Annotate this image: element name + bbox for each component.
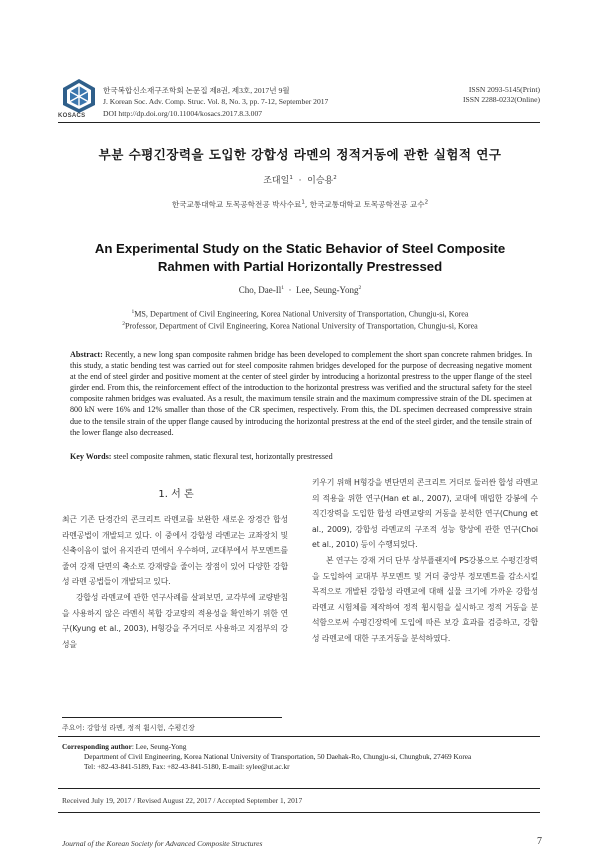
affiliation-en-1: $^1$MS, Department of Civil Engineering, Korea National University of Transportation, Chungju-si, Korea	[131, 309, 469, 319]
kosacs-logo-icon	[60, 78, 98, 114]
footnote-divider	[62, 717, 282, 718]
abstract-label: Abstract:	[70, 350, 103, 359]
right-column	[312, 475, 538, 647]
corresponding-contact: Tel: +82-43-841-5189, Fax: +82-43-841-5180, E-mail: sylee@ut.ac.kr	[84, 761, 290, 771]
intro-paragraph-1: 최근 기존 단경간의 콘크리트 라멘교를 보완한 새로운 장경간 합성 라멘공법이 개발되고 있다. 이 중에서 강합성 라멘교는 교좌장치 및 신축이음이 없어 유지관리 면에서 우수하며, 교대부에서 부모멘트를 줄여 강재 단면의 축소로 강재량을 줄이는 장점이 있어 다양한 강합성 라멘 공법들이 개발되고 있다.	[62, 515, 288, 587]
korean-keywords: 주요어: 강합성 라멘, 정적 휨시험, 수평긴장	[62, 724, 195, 732]
author1-en: Cho, Dae-Il	[238, 285, 282, 295]
intro-paragraph-2: 강합성 라멘교에 관한 연구사례를 살펴보면, 교각부에 교량받침을 사용하지 않은 라멘식 복합 강교량의 적용성을 확인하기 위한 연구(Kyung et al., 2003), H형강을 주거더로 사용하고 지점부의 강성을	[62, 592, 288, 649]
footer-journal: Journal of the Korean Society for Advanced Composite Structures	[62, 839, 263, 848]
journal-ko: 한국복합신소재구조학회 논문집 제8권, 제3호, 2017년 9월	[103, 86, 290, 95]
received-dates: Received July 19, 2017 / Revised August 22, 2017 / Accepted September 1, 2017	[62, 796, 303, 805]
authors-en: Cho, Dae-Il$^1$ · Lee, Seung-Yong$^2$	[238, 285, 362, 295]
author-separator: ·	[298, 176, 302, 186]
journal-en: J. Korean Soc. Adv. Comp. Struc. Vol. 8, No. 3, pp. 7-12, September 2017	[103, 97, 329, 106]
doi-link[interactable]: DOI http://dp.doi.org/10.11004/kosacs.2017.8.3.007	[103, 109, 263, 118]
keywords	[70, 452, 333, 461]
left-column	[62, 512, 288, 652]
corresponding-name: : Lee, Seung-Yong	[131, 742, 187, 751]
logo-text: KOSACS	[58, 113, 86, 119]
keywords-text: steel composite rahmen, static flexural test, horizontally prestressed	[113, 452, 333, 461]
corresponding-label: Corresponding author	[62, 742, 132, 751]
affiliation-en-2: $^2$Professor, Department of Civil Engineering, Korea National University of Transportation, Chungju-si, Korea	[122, 321, 478, 331]
intro-paragraph-4: 본 연구는 강재 거더 단부 상부플랜지에 PS강봉으로 수평긴장력을 도입하여 교대부 부모멘트 및 거더 중앙부 정모멘트를 감소시킬 목적으로 개발된 강합성 라멘교에 대해 실물 크기에 가까운 강합성 라멘교 시험체를 제작하여 정적 휨시험을 실시하고 정적 거동을 분석함으로써 수평긴장력에 도입에 따른 보강 효과를 검증하고, 강합성 라멘교에 대한 구조거동을 분석하였다.	[312, 555, 538, 643]
title-en-line2: Rahmen with Partial Horizontally Prestressed	[157, 259, 443, 274]
corresponding-divider	[58, 736, 540, 737]
title-en-line1: An Experimental Study on the Static Behavior of Steel Composite	[94, 241, 506, 256]
keywords-label: Key Words:	[70, 452, 112, 461]
affiliations-ko: 한국교통대학교 토목공학전공 박사수료$^1$, 한국교통대학교 토목공학전공 교수$^2$	[171, 199, 429, 209]
received-divider	[58, 788, 540, 789]
page-number: 7	[537, 836, 542, 847]
author1-ko: 조대일	[263, 176, 290, 186]
corresponding-address: Department of Civil Engineering, Korea National University of Transportation, 50 Daehak-Ro, Chungju-si, Chungbuk, 27469 Korea	[84, 751, 472, 761]
corresponding-author	[62, 742, 542, 771]
author2-en: Lee, Seung-Yong	[295, 285, 359, 295]
title-ko: 부분 수평긴장력을 도입한 강합성 라멘의 정적거동에 관한 실험적 연구	[98, 147, 502, 162]
authors-ko: 조대일$^1$ · 이승용$^2$	[263, 175, 337, 186]
abstract-text: Recently, a new long span composite rahmen bridge has been developed to complement the short span concrete rahmen bridges. In this study, a static bending test was carried out for steel composite rahmen bridges developed for the purpose of decreasing negative moment at the end of steel girder and positive moment at the center of steel girder by introducing a horizontal prestress to the upper flange of the steel girder end. From this, the reinforcement effect of the introduction to the horizontal prestress was verified and the structural safety for the steel composite rahmen bridges was evaluated. As a result, the maximum tensile strain and the maximum compressive strain of the DL specimen at 800 kN were 16% and 12% smaller than those of the CR specimen, respectively. From this, the DL specimen decreased compressive strain due to the tensile strain of the upper flange caused by introducing the horizontal prestress at the end of the steel girder, and the tensile strain of the lower flange also decreased.	[70, 350, 532, 437]
footer-divider	[58, 812, 540, 813]
title-en	[0, 240, 600, 276]
author2-ko: 이승용	[307, 176, 334, 186]
intro-paragraph-3: 키우기 위해 H형강을 변단면의 콘크리트 거더로 둘러싼 합성 라멘교의 적용을 위한 연구(Han et al., 2007), 교대에 매립한 강봉에 수직긴장력을 도입한 합성 라멘교량의 거동을 분석한 연구(Chung et al., 2009), 강합성 라멘교의 구조적 성능 향상에 관한 연구(Choi et al., 2010) 등이 수행되었다.	[312, 478, 538, 550]
section-title-introduction: 1. 서 론	[158, 489, 194, 500]
abstract	[70, 349, 532, 438]
header-divider	[58, 122, 540, 123]
issn-print: ISSN 2093-5145(Print)	[468, 85, 540, 94]
issn-online: ISSN 2288-0232(Online)	[463, 95, 540, 104]
